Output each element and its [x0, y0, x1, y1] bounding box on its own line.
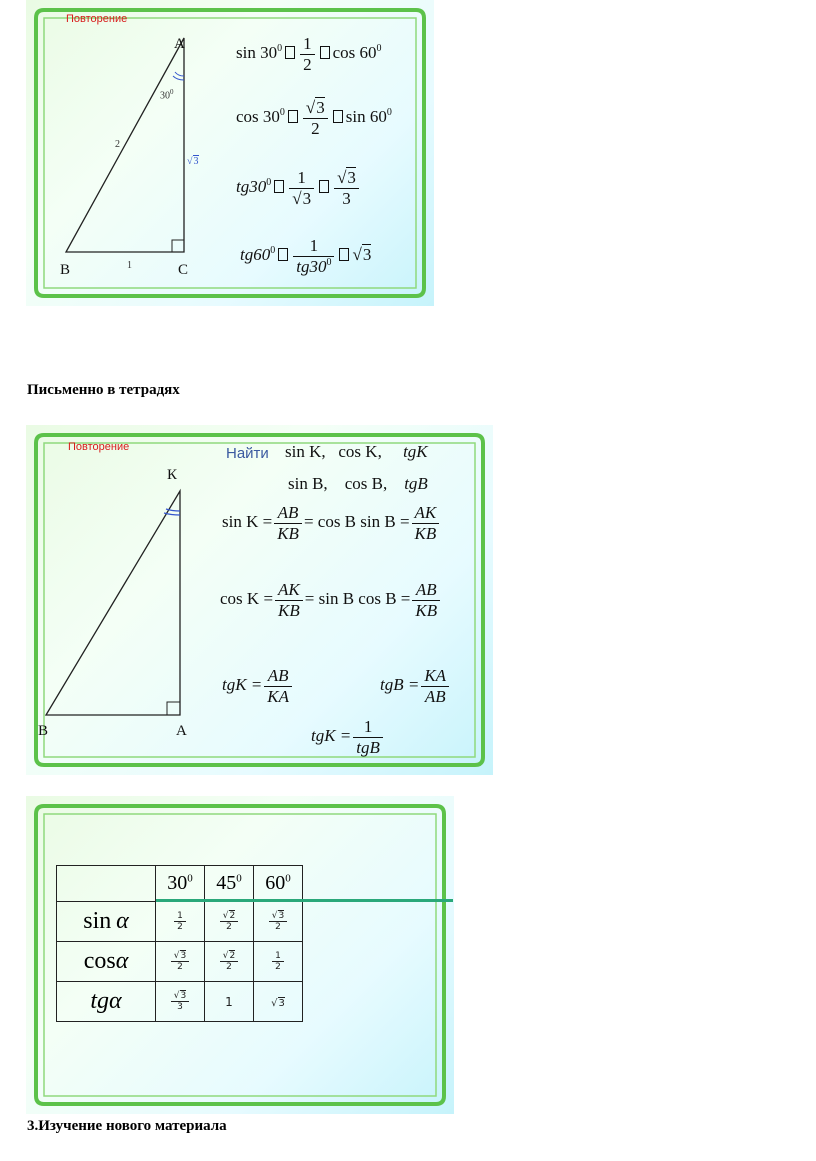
table-corner-cell [57, 866, 156, 902]
formula-tgB: tgB = $\frac{KA}{AB}$ [380, 666, 451, 706]
cell-cos-60: $\frac{1}{2}$ [254, 942, 303, 982]
cell-sin-30: $\frac{1}{2}$ [156, 902, 205, 942]
find-row-b: sin B, cos B, tgB [288, 474, 428, 493]
vertex-a: A [176, 723, 187, 739]
header-60: $60^0$ [254, 866, 303, 902]
vertex-b: B [38, 723, 49, 739]
find-row-k: sin K, cos K, tgK [285, 442, 428, 461]
formula-tgK: tgK = $\frac{AB}{KA}$ [222, 666, 294, 706]
angle-label: $30^0$ [160, 88, 174, 102]
header-45: $45^0$ [205, 866, 254, 902]
cell-sin-45: $\frac{√2}{2}$ [205, 902, 254, 942]
formula-sin30: $\sin 30^0$ $\frac{1}{2}$ $\cos 60^0$ [236, 34, 382, 74]
heading-written: Письменно в тетрадях [27, 382, 180, 398]
side-bc-label: 1 [127, 260, 132, 271]
find-label: Найти [226, 445, 269, 462]
heading-new-material: 3.Изучение нового материала [27, 1118, 227, 1134]
vertex-a: A [174, 36, 185, 52]
table-row-tg [57, 982, 303, 1022]
trig-values-table [56, 865, 303, 1022]
formula-cos30: $\cos 30^0$ $\frac{√3}{2}$ $\sin 60^0$ [236, 98, 392, 138]
highlight-rule [156, 899, 453, 902]
formula-cosK: cos K = $\frac{AK}{KB}$ = sin B cos B = $\frac{AB}{KB}$ [220, 580, 442, 620]
cell-cos-45: $\frac{√2}{2}$ [205, 942, 254, 982]
slide-tag: Повторение [66, 13, 128, 25]
slide-tag: Повторение [68, 441, 130, 453]
table-row-sin [57, 902, 303, 942]
row-label-tg: tgα [57, 982, 156, 1022]
table-row-cos [57, 942, 303, 982]
vertex-c: C [178, 262, 189, 278]
slide-repetition-2 [26, 425, 493, 775]
side-ab-label: 2 [115, 139, 120, 150]
formula-sinK: sin K = $\frac{AB}{KB}$ = cos B sin B = $\frac{AK}{KB}$ [222, 503, 441, 543]
row-label-sin: sin α [57, 902, 156, 942]
cell-tg-60: √3 [254, 982, 303, 1022]
formula-tgK-reciprocal: tgK = $\frac{1}{\text{tgB}}$ [311, 717, 385, 757]
row-label-cos: cosα [57, 942, 156, 982]
vertex-k: К [167, 467, 178, 483]
table-header-row [57, 866, 303, 902]
cell-cos-30: $\frac{√3}{2}$ [156, 942, 205, 982]
cell-sin-60: $\frac{√3}{2}$ [254, 902, 303, 942]
formula-tg30: $tg30^0$ $\frac{1}{√3}$ $\frac{√3}{3}$ [236, 168, 361, 208]
header-30: $30^0$ [156, 866, 205, 902]
slide-repetition-1 [26, 0, 434, 306]
slide-trig-table [26, 796, 454, 1114]
cell-tg-45: 1 [205, 982, 254, 1022]
formula-tg60: $tg60^0$ $\frac{1}{tg30^0}$ √3 [240, 236, 372, 276]
vertex-b: B [60, 262, 71, 278]
cell-tg-30: $\frac{√3}{3}$ [156, 982, 205, 1022]
side-ac-label: √3 [187, 156, 199, 167]
